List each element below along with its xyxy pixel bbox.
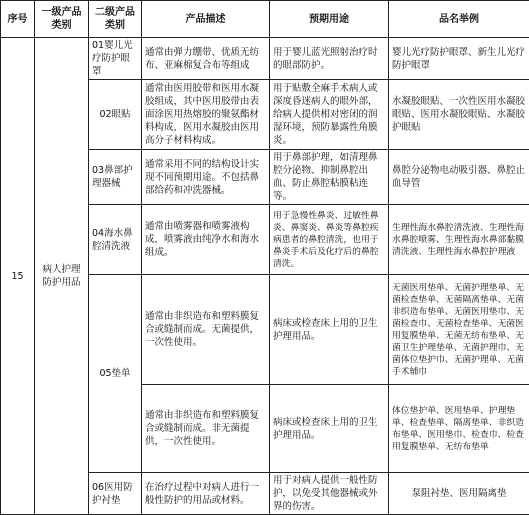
examples-cell: 水凝胶眼贴、一次性医用水凝胶眼贴、医用水凝胶眼贴、水凝胶护眼贴: [389, 80, 529, 150]
examples-cell: 婴儿光疗防护眼罩、新生儿光疗防护眼罩: [389, 38, 529, 80]
desc-cell: 通常采用不同的结构设计实现不同预期用途。不包括鼻部给药和冲洗器械。: [142, 150, 270, 205]
use-cell: 用于贴敷全麻手术病人或深度昏迷病人的眼外部，给病人提供相对密闭的润湿环境，预防暴露性角膜炎。: [270, 80, 389, 150]
level2-cell: 06医用防护衬垫: [89, 473, 142, 515]
use-cell: 病床或检查床上用的卫生护理用品。: [270, 275, 389, 385]
examples-cell: 体位垫护单、医用垫单、护理垫单、检查垫单、隔离垫单、非织造布垫单、医用垫巾、检查巾、检查用复膜垫单、无纺布垫单: [389, 385, 529, 473]
header-examples: 品名举例: [389, 1, 529, 38]
desc-cell: 通常由非织造布和塑料膜复合或缝制而成。无菌提供，一次性使用。: [142, 275, 270, 385]
level2-cell: 03鼻部护理器械: [89, 150, 142, 205]
table-row: [1, 38, 529, 80]
desc-cell: 通常由非织造布和塑料膜复合或缝制而成。非无菌提供，一次性使用。: [142, 385, 270, 473]
desc-cell: 通常由喷雾器和喷雾液构成，喷雾液由纯净水和海水组成。: [142, 205, 270, 275]
header-level1: 一级产品类别: [35, 1, 89, 38]
use-cell: 用于婴儿蓝光照射治疗时的眼部防护。: [270, 38, 389, 80]
header-use: 预期用途: [270, 1, 389, 38]
examples-cell: 泵阻衬垫、医用隔离垫: [389, 473, 529, 515]
seq-cell: 15: [1, 38, 35, 515]
use-cell: 病床或检查床上用的卫生护理用品。: [270, 385, 389, 473]
use-cell: 用于对病人提供一般性防护，以免受其他器械或外界的伤害。: [270, 473, 389, 515]
examples-cell: 生理性海水鼻腔清洗液、生理性海水鼻腔喷雾、生理性海水鼻部黏膜清洗液、生理性海水鼻腔护理液: [389, 205, 529, 275]
header-level2: 二级产品类别: [89, 1, 142, 38]
header-seq: 序号: [1, 1, 35, 38]
desc-cell: 通常由弹力绷带、优质无纺布、亚麻棉复合布等组成: [142, 38, 270, 80]
level2-cell: 05垫单: [89, 275, 142, 473]
examples-cell: 无菌医用垫单、无菌护理垫单、无菌检查垫单、无菌隔离垫单、无菌非织造布垫单、无菌医用垫巾、无菌检查巾、无菌检查垫单、无菌医用复膜垫单、无菌无纺布垫单、无菌卫生护理垫单、无菌护理巾、无菌体位垫护巾、无菌护理单、无菌手术辅巾: [389, 275, 529, 385]
header-desc: 产品描述: [142, 1, 270, 38]
level2-cell: 02眼贴: [89, 80, 142, 150]
use-cell: 用于鼻部护理，如清理鼻腔分泌物、抑制鼻腔出血、防止鼻腔粘膜粘连等。: [270, 150, 389, 205]
level1-cell: 病人护理防护用品: [35, 38, 89, 515]
desc-cell: 在治疗过程中对病人进行一般性防护的用品或材料。: [142, 473, 270, 515]
use-cell: 用于急慢性鼻炎、过敏性鼻炎、鼻窦炎、鼻炎等鼻腔疾病患者的鼻腔清洗，也用于鼻炎手术后及化疗后的鼻腔清洗。: [270, 205, 389, 275]
level2-cell: 01婴儿光疗防护眼罩: [89, 38, 142, 80]
header-row: [1, 1, 529, 38]
level2-cell: 04海水鼻腔清洗液: [89, 205, 142, 275]
examples-cell: 鼻腔分泌物电动吸引器、鼻腔止血导管: [389, 150, 529, 205]
desc-cell: 通常由医用胶带和医用水凝胶组成，其中医用胶带由表面涂医用热熔胶的聚氨酯材料构成，医用水凝胶由医用高分子材料构成。: [142, 80, 270, 150]
